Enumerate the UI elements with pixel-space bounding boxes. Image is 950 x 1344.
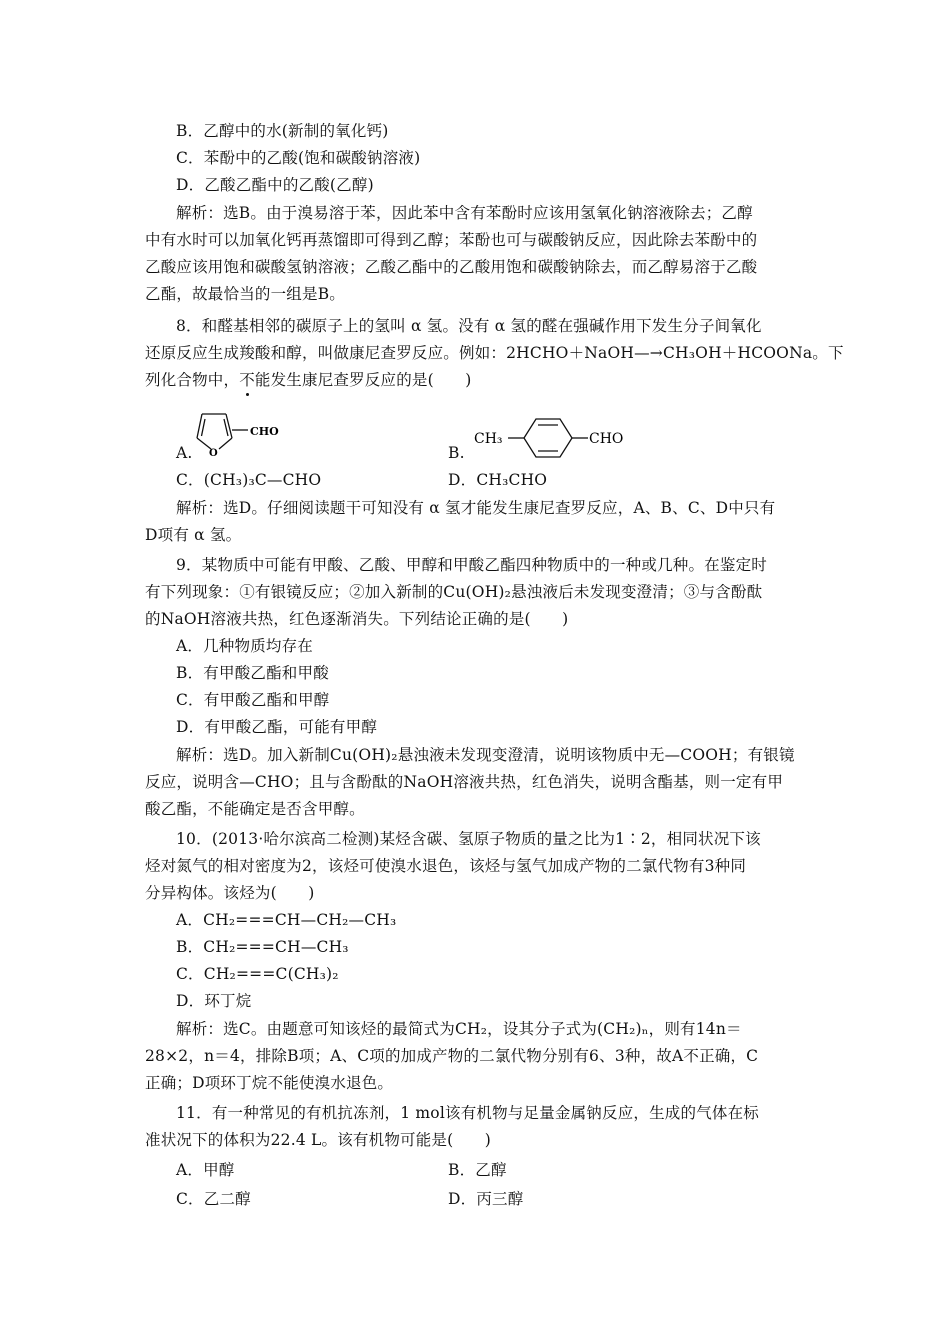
- tolualdehyde-cho-label: CHO: [589, 431, 624, 447]
- q11-option-b: B．乙醇: [448, 1161, 507, 1179]
- q9-option-b: B．有甲酸乙酯和甲酸: [176, 664, 329, 682]
- q11-option-c: C．乙二醇: [176, 1190, 251, 1208]
- q9-option-a: A．几种物质均存在: [176, 637, 313, 655]
- q8-stem-text: 能发生康尼查罗反应的是( ): [254, 371, 472, 389]
- furfural-cho-label: CHO: [250, 425, 279, 438]
- q7-analysis-line: 中有水时可以加氧化钙再蒸馏即可得到乙醇；苯酚也可与碳酸钠反应，因此除去苯酚中的: [145, 231, 758, 249]
- q8-stem-line: 8．和醛基相邻的碳原子上的氢叫 α 氢。没有 α 氢的醛在强碱作用下发生分子间氧化: [176, 317, 762, 335]
- q8-option-a-label: A.: [176, 444, 193, 462]
- q11-option-d: D．丙三醇: [448, 1190, 524, 1208]
- q8-option-c: C．(CH₃)₃C—CHO: [176, 471, 322, 489]
- q7-option-d: D．乙酸乙酯中的乙酸(乙醇): [176, 176, 374, 194]
- q7-analysis-line: 乙酯，故最恰当的一组是B。: [145, 285, 345, 303]
- q8-emphasis-char: 不: [239, 371, 255, 389]
- q9-option-d: D．有甲酸乙酯，可能有甲醇: [176, 718, 378, 736]
- q9-stem-line: 9．某物质中可能有甲酸、乙酸、甲醇和甲酸乙酯四种物质中的一种或几种。在鉴定时: [176, 556, 767, 574]
- p-tolualdehyde-structure: [470, 413, 630, 459]
- q11-stem-line: 准状况下的体积为22.4 L。该有机物可能是( ): [145, 1131, 492, 1149]
- q10-option-d: D．环丁烷: [176, 992, 252, 1010]
- q8-analysis-line: 解析：选D。仔细阅读题干可知没有 α 氢才能发生康尼查罗反应，A、B、C、D中只有: [176, 499, 776, 517]
- q9-stem-line: 有下列现象：①有银镜反应；②加入新制的Cu(OH)₂悬浊液后未发现变澄清；③与含酚酞: [145, 583, 763, 601]
- q10-analysis-line: 解析：选C。由题意可知该烃的最简式为CH₂，设其分子式为(CH₂)ₙ，则有14n＝: [176, 1020, 742, 1038]
- q7-analysis-line: 解析：选B。由于溴易溶于苯，因此苯中含有苯酚时应该用氢氧化钠溶液除去；乙醇: [176, 204, 753, 222]
- q9-option-c: C．有甲酸乙酯和甲醇: [176, 691, 330, 709]
- tolualdehyde-ch3-label: CH₃: [474, 431, 503, 447]
- q10-option-a: A．CH₂===CH—CH₂—CH₃: [176, 911, 397, 929]
- q8-option-d: D．CH₃CHO: [448, 471, 548, 489]
- furfural-structure: [192, 410, 287, 460]
- q7-option-c: C．苯酚中的乙酸(饱和碳酸钠溶液): [176, 149, 421, 167]
- q10-option-b: B．CH₂===CH—CH₃: [176, 938, 349, 956]
- q8-stem-line: 还原反应生成羧酸和醇，叫做康尼查罗反应。例如：2HCHO＋NaOH—→CH₃OH＋HCOONa。下: [145, 344, 844, 362]
- q10-stem-line: 分异构体。该烃为( ): [145, 884, 315, 902]
- q8-analysis-line: D项有 α 氢。: [145, 526, 242, 544]
- q8-stem-line: [145, 367, 810, 394]
- q8-option-b-label: B.: [448, 444, 465, 462]
- q9-stem-line: 的NaOH溶液共热，红色逐渐消失。下列结论正确的是( ): [145, 610, 569, 628]
- q8-stem-text: 列化合物中，: [145, 371, 240, 389]
- q7-option-b: B．乙醇中的水(新制的氧化钙): [176, 122, 389, 140]
- q10-analysis-line: 28×2，n＝4，排除B项；A、C项的加成产物的二氯代物分别有6、3种，故A不正确，C: [145, 1047, 759, 1065]
- q9-analysis-line: 反应，说明含—CHO；且与含酚酞的NaOH溶液共热，红色消失，说明含酯基，则一定有甲: [145, 773, 784, 791]
- q10-analysis-line: 正确；D项环丁烷不能使溴水退色。: [145, 1074, 394, 1092]
- q11-option-a: A．甲醇: [176, 1161, 235, 1179]
- furfural-o-label: O: [209, 448, 218, 459]
- q10-stem-line: 烃对氮气的相对密度为2，该烃可使溴水退色，该烃与氢气加成产物的二氯代物有3种同: [145, 857, 747, 875]
- q9-analysis-line: 酸乙酯，不能确定是否含甲醇。: [145, 800, 365, 818]
- q10-option-c: C．CH₂===C(CH₃)₂: [176, 965, 339, 983]
- q9-analysis-line: 解析：选D。加入新制Cu(OH)₂悬浊液未发现变澄清，说明该物质中无—COOH；有银镜: [176, 746, 795, 764]
- q7-analysis-line: 乙酸应该用饱和碳酸氢钠溶液；乙酸乙酯中的乙酸用饱和碳酸钠除去，而乙醇易溶于乙酸: [145, 258, 758, 276]
- q10-stem-line: 10．(2013·哈尔滨高二检测)某烃含碳、氢原子物质的量之比为1∶2，相同状况下该: [176, 830, 761, 848]
- q11-stem-line: 11．有一种常见的有机抗冻剂，1 mol该有机物与足量金属钠反应，生成的气体在标: [176, 1104, 760, 1122]
